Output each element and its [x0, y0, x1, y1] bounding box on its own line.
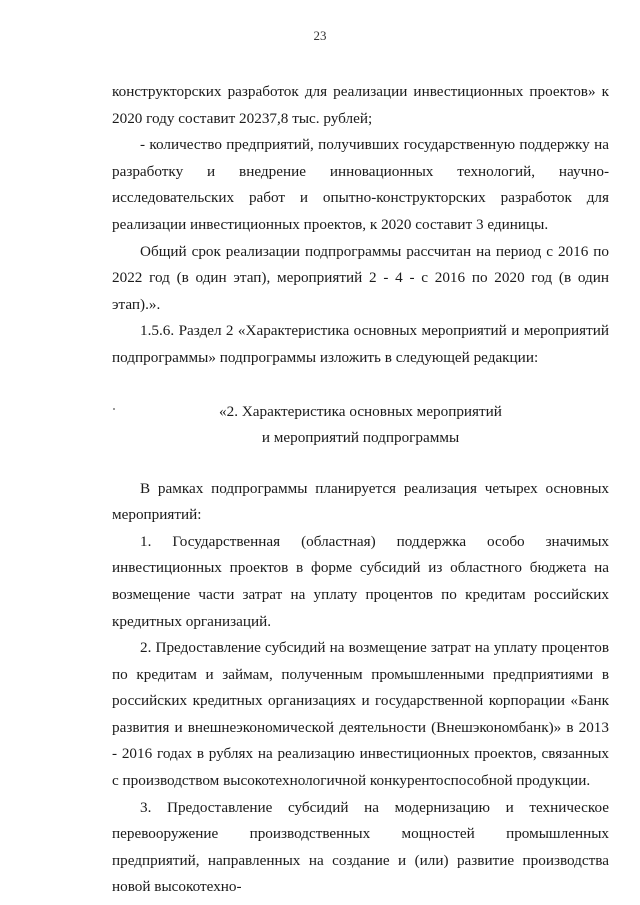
paragraph-section-amendment: 1.5.6. Раздел 2 «Характеристика основных мероприятий и мероприятий подпрограммы» подпрограммы изложить в следующей редакции: [112, 322, 609, 366]
document-body [112, 79, 609, 901]
section-title-line-1: «2. Характеристика основных мероприятий [219, 402, 502, 420]
section-title [112, 399, 609, 451]
paragraph-intro: В рамках подпрограммы планируется реализация четырех основных мероприятий: [112, 479, 609, 524]
paragraph-enterprises-count: - количество предприятий, получивших государственную поддержку на разработку и внедрение инновационных технологий, научно-исследовательских работ и опытно-конструкторских разработок для реализации инвестиционных проектов, к 2020 составит 3 единицы. [112, 136, 609, 233]
paragraph-implementation-period: Общий срок реализации подпрограммы рассчитан на период с 2016 по 2022 год (в один этап), мероприятий 2 - 4 - с 2016 по 2020 год (в один этап).». [112, 242, 609, 313]
paragraph-item-3: 3. Предоставление субсидий на модернизацию и техническое перевооружение производственных мощностей промышленных предприятий, направленных на создание и (или) развитие производства новой высокотехно- [112, 798, 609, 896]
section-title-line-2: и мероприятий подпрограммы [261, 428, 460, 446]
paragraph-item-2: 2. Предоставление субсидий на возмещение затрат на уплату процентов по кредитам и займам, полученным промышленными предприятиями в российских кредитных организациях и государственной корпорации «Банк развития и внешнеэкономической деятельности (Внешэкономбанк)» в 2013 - 2016 годах в рублях на реализацию инвестиционных проектов, связанных с производством высокотехнологичной конкурентоспособной продукции. [112, 639, 609, 790]
paragraph-continuation: конструкторских разработок для реализации инвестиционных проектов» к 2020 году составит 20237,8 тыс. рублей; [112, 83, 609, 127]
page-number: 23 [313, 28, 327, 43]
paragraph-item-1: 1. Государственная (областная) поддержка особо значимых инвестиционных проектов в форме субсидий из областного бюджета на возмещение части затрат на уплату процентов по кредитам российских кредитных организаций. [112, 532, 609, 630]
